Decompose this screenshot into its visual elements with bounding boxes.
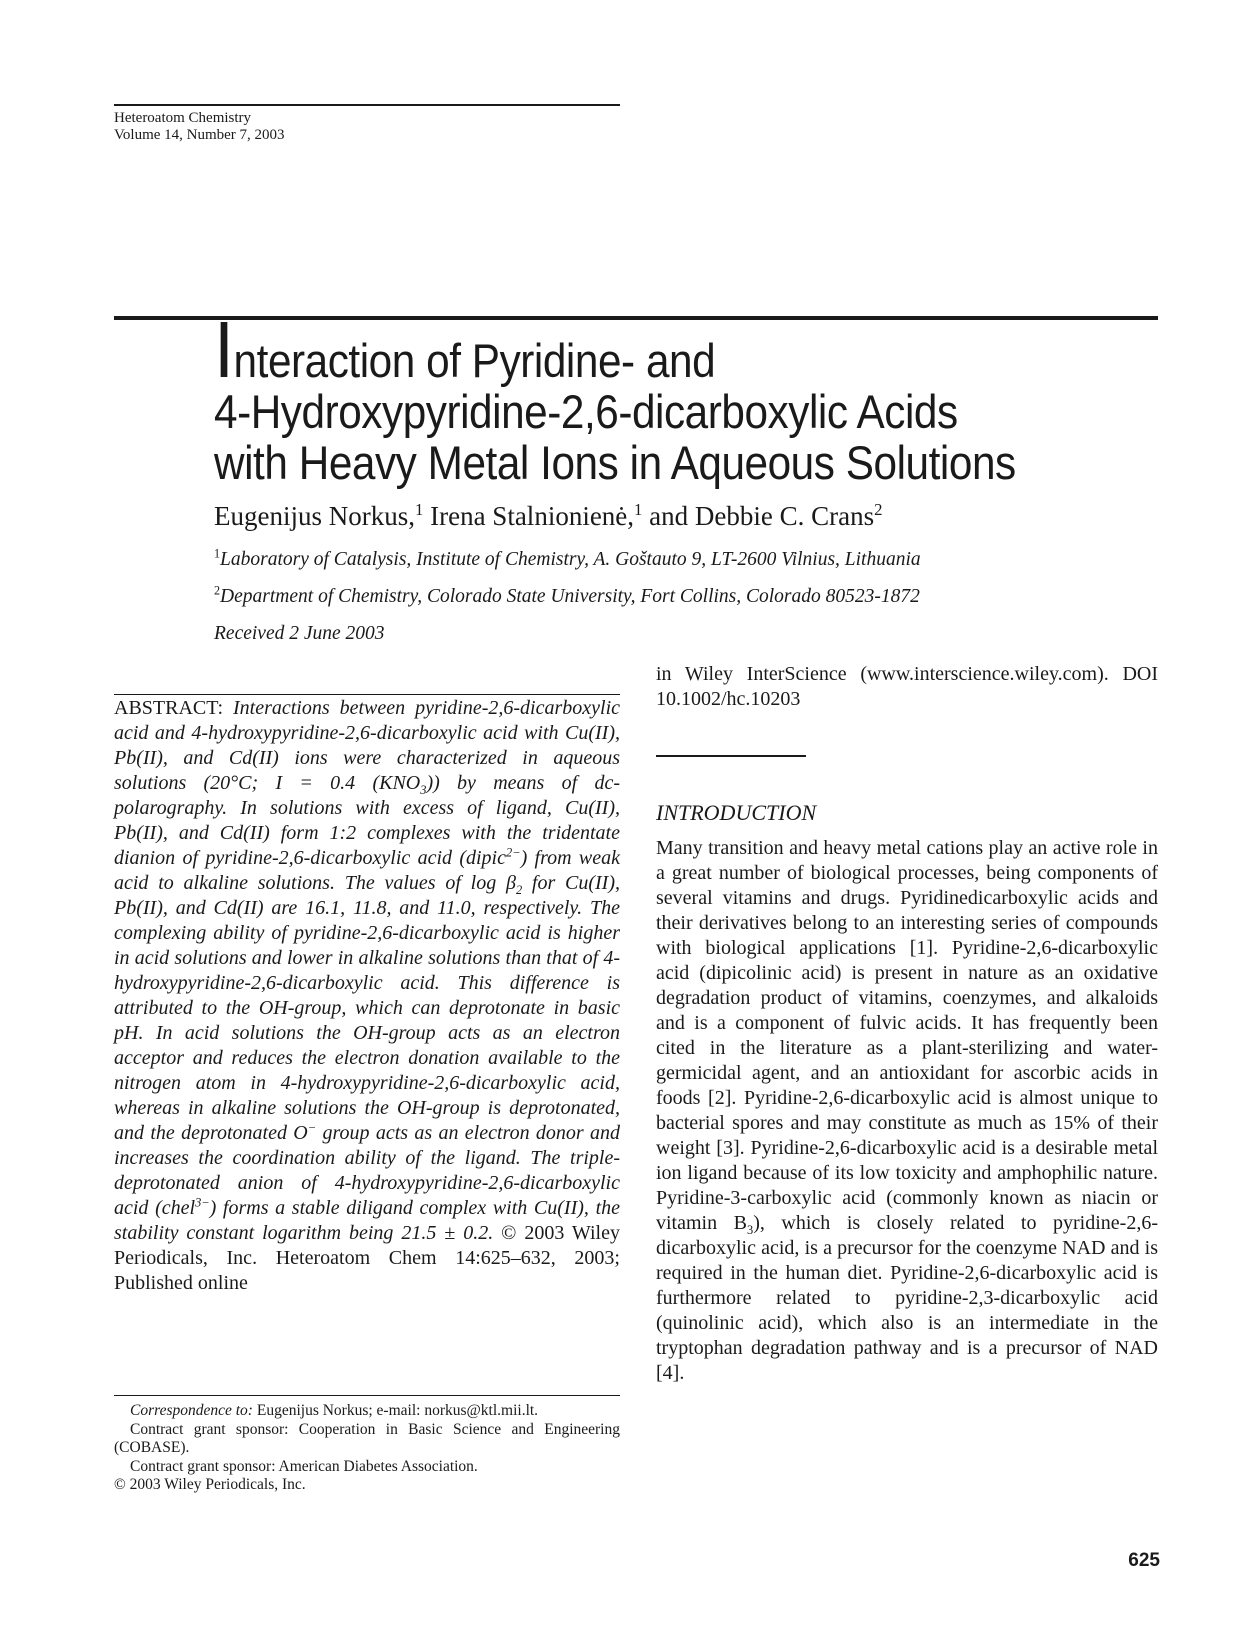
abstract-rule — [114, 694, 620, 695]
title-line-2: 4-Hydroxypyridine-2,6-dicarboxylic Acids — [214, 385, 958, 438]
abstract-sup-1: 2− — [506, 845, 521, 860]
affiliation-2-num: 2 — [214, 583, 221, 598]
abstract-sup-3: 3− — [195, 1195, 210, 1210]
page-number: 625 — [1128, 1550, 1160, 1571]
copyright-notice: © 2003 Wiley Periodicals, Inc. — [114, 1476, 306, 1493]
correspondence-label: Correspondence to: — [130, 1402, 253, 1419]
footnote-rule — [114, 1395, 620, 1396]
abstract-text-4: for Cu(II), Pb(II), and Cd(II) are 16.1, 11.8, and 11.0, respectively. The complexing ability of pyridine-2,6-dicarboxylic acid is higher in acid solutions and lower in alkaline solutions than that of 4-hydroxypyridine-2,6-dicarboxylic acid. This difference is attributed to the OH-group, which can deprotonate in basic pH. In acid solutions the OH-group acts as an electron acceptor and reduces the electron donation available to the nitrogen atom in 4-hydroxypyridine-2,6-dicarboxylic acid, whereas in alkaline solutions the OH-group is deprotonated, and the deprotonated O — [114, 872, 620, 1144]
affiliation-2 — [214, 585, 920, 609]
publication-info: in Wiley InterScience (www.interscience.wiley.com). DOI 10.1002/hc.10203 — [656, 663, 1158, 710]
author-1: Eugenijus Norkus, — [214, 501, 415, 531]
abstract-text-2: )) by means of dc-polarography. In solutions with excess of ligand, Cu(II), Pb(II), and Cd(II) form 1:2 complexes with the tridentate dianion of pyridine-2,6-dicarboxylic acid (dipic — [114, 772, 620, 869]
abstract-text-5: group acts as an electron donor and increases the coordination ability of the ligand. The triple-deprotonated anion of 4-hydroxypyridine-2,6-dicarboxylic acid (chel — [114, 1122, 621, 1219]
affiliation-1-text: Laboratory of Catalysis, Institute of Chemistry, A. Goštauto 9, LT-2600 Vilnius, Lithuania — [220, 549, 921, 570]
short-rule — [656, 755, 806, 757]
abstract-sub-1: 3 — [420, 783, 427, 797]
author-2-affil: 1 — [634, 500, 643, 519]
running-head — [114, 104, 620, 144]
article-title — [214, 305, 1060, 489]
section-heading-introduction: INTRODUCTION — [656, 800, 817, 825]
author-list — [214, 500, 883, 532]
affiliation-2-text: Department of Chemistry, Colorado State University, Fort Collins, Colorado 80523-1872 — [220, 586, 920, 607]
abstract — [114, 696, 620, 1296]
journal-volume: Volume 14, Number 7, 2003 — [114, 127, 285, 143]
title-rule — [114, 316, 1158, 320]
intro-text-2: ), which is closely related to pyridine-2,6-dicarboxylic acid, is a precursor for the coenzyme NAD and is required in the human diet. Pyridine-2,6-dicarboxylic acid is furthermore related to pyridine-2,3-dicarboxylic acid (quinolinic acid), which also is an intermediate in the tryptophan degradation pathway and is a precursor of NAD [4]. — [656, 1212, 1158, 1384]
title-line-1: nteraction of Pyridine- and — [233, 334, 716, 387]
author-3-affil: 2 — [874, 500, 883, 519]
abstract-sub-2: 2 — [515, 883, 523, 897]
intro-sub-1: 3 — [747, 1223, 754, 1237]
abstract-label: ABSTRACT: — [114, 697, 224, 719]
affiliation-1-num: 1 — [214, 546, 221, 561]
abstract-text-3: ) from weak acid to alkaline solutions. The values of log β — [114, 847, 621, 894]
received-date: Received 2 June 2003 — [214, 623, 385, 644]
grant-sponsor-2: Contract grant sponsor: American Diabetes Association. — [130, 1457, 478, 1475]
title-dropcap: I — [214, 305, 234, 394]
abstract-citation: © 2003 Wiley Periodicals, Inc. Heteroatom Chem 14:625–632, 2003; Published online — [114, 1222, 620, 1294]
author-3: and Debbie C. Crans — [642, 501, 875, 531]
abstract-text-6: ) forms a stable diligand complex with Cu(II), the stability constant logarithm being 21.5 ± 0.2. — [114, 1197, 621, 1244]
grant-sponsor-1: Contract grant sponsor: Cooperation in Basic Science and Engineering (COBASE). — [114, 1420, 620, 1456]
affiliation-1 — [214, 548, 921, 572]
abstract-sup-2: − — [307, 1120, 317, 1135]
author-2: Irena Stalnionienė, — [423, 501, 635, 531]
footnotes — [114, 1402, 620, 1495]
title-line-3: with Heavy Metal Ions in Aqueous Solutions — [214, 436, 1016, 489]
author-1-affil: 1 — [414, 500, 424, 519]
introduction-body — [656, 836, 1158, 1386]
abstract-text-1: Interactions between pyridine-2,6-dicarboxylic acid and 4-hydroxypyridine-2,6-dicarboxylic acid with Cu(II), Pb(II), and Cd(II) ions were characterized in aqueous solutions (20°C; I = 0.4 (KNO — [114, 697, 620, 794]
intro-text-1: Many transition and heavy metal cations play an active role in a great number of biological processes, being components of several vitamins and drugs. Pyridinedicarboxylic acids and their derivatives belong to an interesting series of compounds with biological applications [1]. Pyridine-2,6-dicarboxylic acid (dipicolinic acid) is present in nature as an oxidative degradation product of vitamins, coenzymes, and alkaloids and is a component of fulvic acids. It has frequently been cited in the literature as a plant-sterilizing and water-germicidal agent, and an antioxidant for ascorbic acids in foods [2]. Pyridine-2,6-dicarboxylic acid is almost unique to bacterial spores and may constitute as much as 15% of their weight [3]. Pyridine-2,6-dicarboxylic acid is a desirable metal ion ligand because of its low toxicity and amphophilic nature. Pyridine-3-carboxylic acid (commonly known as niacin or vitamin B — [656, 837, 1158, 1234]
journal-name: Heteroatom Chemistry — [114, 110, 252, 126]
correspondence-text: Eugenijus Norkus; e-mail: norkus@ktl.mii.lt. — [252, 1402, 539, 1419]
